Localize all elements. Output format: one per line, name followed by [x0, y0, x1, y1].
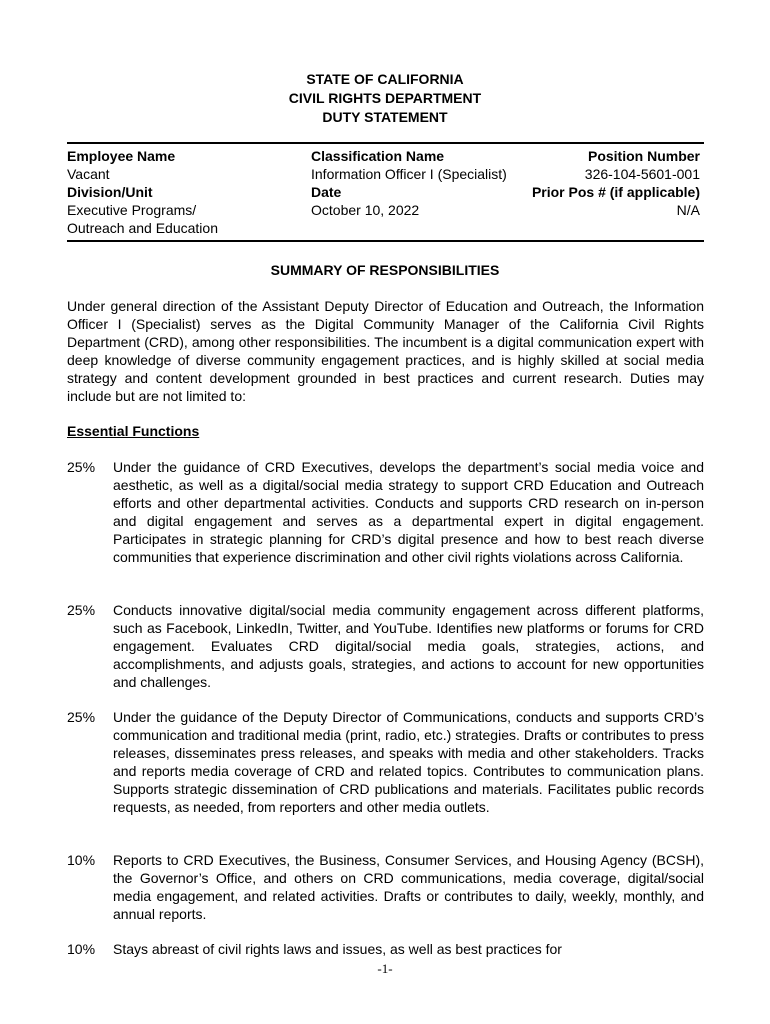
duty-item — [67, 940, 704, 958]
duty-text: Reports to CRD Executives, the Business, Consumer Services, and Housing Agency (BCSH), the Governor’s Office, and others on CRD communications, media coverage, digital/social media engagement, and related activities. Drafts or contributes to daily, weekly, monthly, and annual reports. — [113, 852, 704, 922]
duty-text: Under the guidance of CRD Executives, develops the department’s social media voice and aesthetic, as well as a digital/social media strategy to support CRD Education and Outreach efforts and other departmental activities. Conducts and supports CRD research on in-person and digital engagement and serves as a departmental expert in digital engagement. Participates in strategic planning for CRD’s digital presence and how to best reach diverse communities that experience discrimination and other civil rights violations across California. — [113, 459, 704, 565]
date-label: Date — [311, 184, 342, 200]
essential-functions-heading: Essential Functions — [67, 423, 200, 439]
document-header — [0, 70, 770, 127]
division-value-line1: Executive Programs/ — [67, 202, 197, 218]
classification-label: Classification Name — [311, 148, 445, 164]
duty-item — [67, 708, 704, 816]
info-bottom-rule — [67, 240, 704, 242]
duty-percent: 10% — [67, 941, 96, 957]
duty-percent: 10% — [67, 852, 96, 868]
summary-title: SUMMARY OF RESPONSIBILITIES — [270, 262, 500, 278]
employee-info-block — [67, 147, 218, 237]
position-number-value: 326-104-5601-001 — [584, 166, 700, 182]
duty-text: Conducts innovative digital/social media community engagement across different platforms, such as Facebook, LinkedIn, Twitter, and YouTube. Identifies new platforms or forums for CRD engagement. Evaluates CRD digital/social media goals, strategies, actions, and accomplishments, and adjusts goals, strategies, and actions to account for new opportunities and challenges. — [113, 602, 704, 690]
classification-info-block — [311, 147, 507, 219]
duty-text: Stays abreast of civil rights laws and issues, as well as best practices for — [113, 941, 562, 957]
duty-item — [67, 458, 704, 566]
employee-name-label: Employee Name — [67, 148, 176, 164]
position-number-label: Position Number — [587, 148, 700, 164]
header-doc-title: DUTY STATEMENT — [322, 109, 448, 125]
duty-item — [67, 851, 704, 923]
position-info-block — [532, 147, 700, 219]
division-value-line2: Outreach and Education — [67, 220, 218, 236]
duty-percent: 25% — [67, 709, 96, 725]
duty-text: Under the guidance of the Deputy Director of Communications, conducts and supports CRD’s communication and traditional media (print, radio, etc.) strategies. Drafts or contributes to press releases, disseminates press releases, and speaks with media and other stakeholders. Tracks and reports media coverage of CRD and related topics. Contributes to communication plans. Supports strategic dissemination of CRD publications and materials. Facilitates public records requests, as needed, from reporters and other media outlets. — [113, 709, 704, 815]
division-label: Division/Unit — [67, 184, 153, 200]
date-value: October 10, 2022 — [311, 202, 420, 218]
duty-percent: 25% — [67, 602, 96, 618]
duty-item — [67, 601, 704, 691]
duty-percent: 25% — [67, 459, 96, 475]
info-top-rule — [67, 142, 704, 144]
prior-pos-label: Prior Pos # (if applicable) — [531, 184, 700, 200]
header-state: STATE OF CALIFORNIA — [306, 71, 464, 87]
employee-name-value: Vacant — [67, 166, 110, 182]
summary-paragraph: Under general direction of the Assistant Deputy Director of Education and Outreach, the Information Officer I (Specialist) serves as the Digital Community Manager of the California Civil Rights Department (CRD), among other responsibilities. The incumbent is a digital communication expert with deep knowledge of diverse community engagement practices, and is highly skilled at social media strategy and content development grounded in best practices and current research. Duties may include but are not limited to: — [67, 298, 704, 404]
prior-pos-value: N/A — [676, 202, 700, 218]
header-department: CIVIL RIGHTS DEPARTMENT — [288, 90, 482, 106]
classification-value: Information Officer I (Specialist) — [311, 166, 507, 182]
page-number: -1- — [377, 961, 393, 976]
